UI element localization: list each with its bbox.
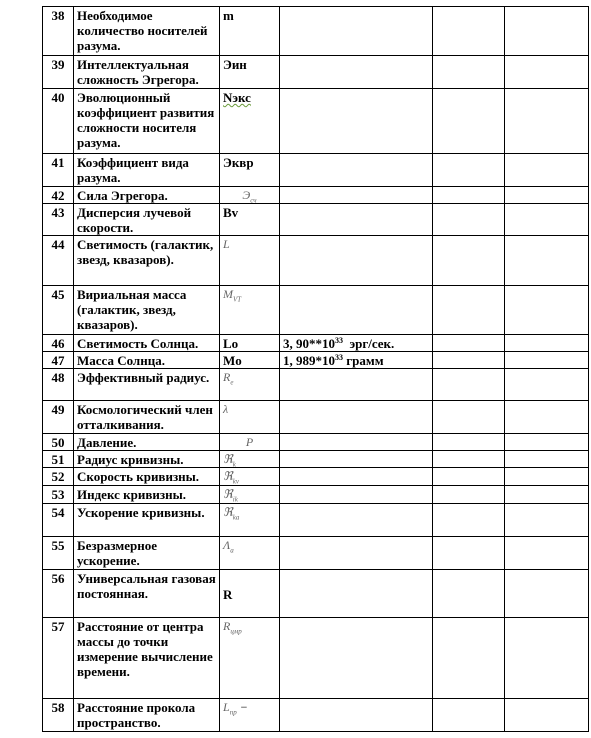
parameter-value <box>280 236 433 286</box>
empty-cell <box>433 89 505 154</box>
parameter-symbol <box>220 89 280 154</box>
parameter-symbol <box>220 699 280 732</box>
empty-cell <box>433 468 505 486</box>
symbol-text: L <box>223 700 230 714</box>
row-number: 57 <box>43 618 74 699</box>
parameter-symbol: Mo <box>220 352 280 369</box>
value-unit: эрг/сек. <box>343 336 395 351</box>
empty-cell <box>433 434 505 451</box>
parameter-name: Сила Эгрегора. <box>74 187 220 204</box>
parameter-name: Дисперсия лучевой скорости. <box>74 204 220 236</box>
symbol-subscript: a <box>230 546 234 555</box>
table-row <box>43 570 589 618</box>
parameter-name: Эволюционный коэффициент развития сложности носителя разума. <box>74 89 220 154</box>
parameter-symbol: m <box>220 7 280 56</box>
table-row <box>43 286 589 335</box>
symbol-subscript: ka <box>232 513 240 522</box>
row-number: 58 <box>43 699 74 732</box>
symbol-subscript: e <box>230 378 234 387</box>
parameter-value <box>280 352 433 369</box>
empty-cell <box>505 187 589 204</box>
parameter-name: Вириальная масса (галактик, звезд, квазаров). <box>74 286 220 335</box>
row-number: 56 <box>43 570 74 618</box>
parameter-symbol: Эин <box>220 56 280 89</box>
symbol-subscript: kv <box>232 477 239 486</box>
parameter-name: Индекс кривизны. <box>74 486 220 504</box>
parameter-symbol: R <box>220 570 280 618</box>
row-number: 52 <box>43 468 74 486</box>
table-row <box>43 204 589 236</box>
empty-cell <box>505 89 589 154</box>
parameter-value <box>280 699 433 732</box>
empty-cell <box>433 154 505 187</box>
table-row <box>43 335 589 352</box>
empty-cell <box>433 537 505 570</box>
table-row <box>43 236 589 286</box>
value-mantissa: 1, 989*10 <box>283 353 335 368</box>
parameter-value <box>280 451 433 468</box>
parameter-name: Давление. <box>74 434 220 451</box>
parameter-value <box>280 369 433 401</box>
empty-cell <box>433 236 505 286</box>
parameter-name: Расстояние от центра массы до точки измерение вычисление времени. <box>74 618 220 699</box>
parameter-symbol <box>220 468 280 486</box>
symbol-text: ℜ <box>223 452 233 466</box>
parameter-value <box>280 154 433 187</box>
table-row <box>43 537 589 570</box>
symbol-subscript: VT <box>233 295 242 304</box>
parameter-value <box>280 7 433 56</box>
empty-cell <box>505 618 589 699</box>
table-row <box>43 468 589 486</box>
table-row <box>43 369 589 401</box>
symbol-text: M <box>223 287 233 301</box>
empty-cell <box>505 504 589 537</box>
parameter-name: Радиус кривизны. <box>74 451 220 468</box>
parameter-name: Космологический член отталкивания. <box>74 401 220 434</box>
symbol-subscript: np <box>229 708 237 717</box>
symbol-subscript: цмр <box>230 627 242 636</box>
symbol-tail: − <box>236 700 248 714</box>
empty-cell <box>433 204 505 236</box>
symbol-text: R <box>223 619 231 633</box>
parameter-value <box>280 401 433 434</box>
empty-cell <box>433 369 505 401</box>
parameter-symbol: Bv <box>220 204 280 236</box>
parameter-value <box>280 537 433 570</box>
empty-cell <box>433 286 505 335</box>
parameter-value <box>280 187 433 204</box>
parameter-value <box>280 618 433 699</box>
empty-cell <box>433 504 505 537</box>
parameter-symbol: λ <box>220 401 280 434</box>
row-number: 46 <box>43 335 74 352</box>
empty-cell <box>505 486 589 504</box>
empty-cell <box>433 7 505 56</box>
symbol-subscript: k <box>232 460 236 468</box>
empty-cell <box>505 434 589 451</box>
table-row <box>43 352 589 369</box>
empty-cell <box>433 570 505 618</box>
empty-cell <box>505 537 589 570</box>
row-number: 39 <box>43 56 74 89</box>
parameter-value <box>280 570 433 618</box>
parameter-value <box>280 56 433 89</box>
parameter-symbol <box>220 537 280 570</box>
table-row <box>43 89 589 154</box>
parameter-value <box>280 434 433 451</box>
parameter-symbol <box>220 618 280 699</box>
value-unit: грамм <box>343 353 384 368</box>
value-mantissa: 3, 90**10 <box>283 336 335 351</box>
empty-cell <box>505 369 589 401</box>
empty-cell <box>505 286 589 335</box>
parameter-name: Скорость кривизны. <box>74 468 220 486</box>
symbol-text: ℜ <box>223 469 233 483</box>
parameter-name: Расстояние прокола пространство. <box>74 699 220 732</box>
parameter-name: Эффективный радиус. <box>74 369 220 401</box>
empty-cell <box>433 187 505 204</box>
symbol-text: Nэкс <box>223 90 251 105</box>
empty-cell <box>505 335 589 352</box>
table-row <box>43 618 589 699</box>
table-row <box>43 154 589 187</box>
row-number: 47 <box>43 352 74 369</box>
table-row <box>43 56 589 89</box>
table-row <box>43 434 589 451</box>
empty-cell <box>505 56 589 89</box>
table-row <box>43 7 589 56</box>
parameters-table <box>42 6 589 732</box>
table-row <box>43 504 589 537</box>
empty-cell <box>505 236 589 286</box>
table-row <box>43 486 589 504</box>
parameter-name: Интеллектуальная сложность Эгрегора. <box>74 56 220 89</box>
row-number: 48 <box>43 369 74 401</box>
empty-cell <box>505 468 589 486</box>
parameter-symbol: P <box>220 434 280 451</box>
table-row <box>43 699 589 732</box>
symbol-text: ℜ <box>223 505 233 519</box>
row-number: 49 <box>43 401 74 434</box>
parameter-value <box>280 504 433 537</box>
parameter-value <box>280 486 433 504</box>
parameter-name: Безразмерное ускорение. <box>74 537 220 570</box>
parameter-name: Необходимое количество носителей разума. <box>74 7 220 56</box>
parameter-symbol <box>220 451 280 468</box>
parameter-symbol <box>220 504 280 537</box>
empty-cell <box>505 204 589 236</box>
row-number: 38 <box>43 7 74 56</box>
parameter-name: Масса Солнца. <box>74 352 220 369</box>
row-number: 40 <box>43 89 74 154</box>
empty-cell <box>505 154 589 187</box>
row-number: 55 <box>43 537 74 570</box>
row-number: 45 <box>43 286 74 335</box>
parameter-value <box>280 89 433 154</box>
parameter-symbol <box>220 369 280 401</box>
parameter-name: Ускорение кривизны. <box>74 504 220 537</box>
parameter-symbol <box>220 486 280 504</box>
row-number: 43 <box>43 204 74 236</box>
symbol-subscript: сч <box>250 196 257 204</box>
parameter-symbol <box>220 187 280 204</box>
parameter-value <box>280 286 433 335</box>
empty-cell <box>433 486 505 504</box>
empty-cell <box>433 451 505 468</box>
parameter-value <box>280 335 433 352</box>
empty-cell <box>505 699 589 732</box>
symbol-text: ℜ <box>223 487 233 501</box>
empty-cell <box>505 401 589 434</box>
empty-cell <box>433 618 505 699</box>
parameter-symbol: Эквр <box>220 154 280 187</box>
parameter-name: Светимость (галактик, звезд, квазаров). <box>74 236 220 286</box>
empty-cell <box>505 352 589 369</box>
row-number: 44 <box>43 236 74 286</box>
parameter-symbol: L <box>220 236 280 286</box>
parameter-symbol: Lo <box>220 335 280 352</box>
empty-cell <box>433 401 505 434</box>
table-row <box>43 401 589 434</box>
row-number: 53 <box>43 486 74 504</box>
symbol-text: Λ <box>223 538 231 552</box>
table-row <box>43 451 589 468</box>
symbol-text: Э <box>242 188 251 202</box>
symbol-subscript: ik <box>232 495 238 504</box>
row-number: 50 <box>43 434 74 451</box>
parameter-value <box>280 468 433 486</box>
parameter-name: Коэффициент вида разума. <box>74 154 220 187</box>
value-exponent: 33 <box>335 353 343 362</box>
parameter-name: Светимость Солнца. <box>74 335 220 352</box>
parameter-symbol <box>220 286 280 335</box>
empty-cell <box>433 56 505 89</box>
parameter-name: Универсальная газовая постоянная. <box>74 570 220 618</box>
empty-cell <box>433 335 505 352</box>
empty-cell <box>433 352 505 369</box>
table-row <box>43 187 589 204</box>
empty-cell <box>433 699 505 732</box>
empty-cell <box>505 7 589 56</box>
row-number: 41 <box>43 154 74 187</box>
symbol-text: R <box>223 370 231 384</box>
parameter-value <box>280 204 433 236</box>
value-exponent: 33 <box>335 336 343 345</box>
empty-cell <box>505 451 589 468</box>
row-number: 54 <box>43 504 74 537</box>
row-number: 42 <box>43 187 74 204</box>
empty-cell <box>505 570 589 618</box>
row-number: 51 <box>43 451 74 468</box>
